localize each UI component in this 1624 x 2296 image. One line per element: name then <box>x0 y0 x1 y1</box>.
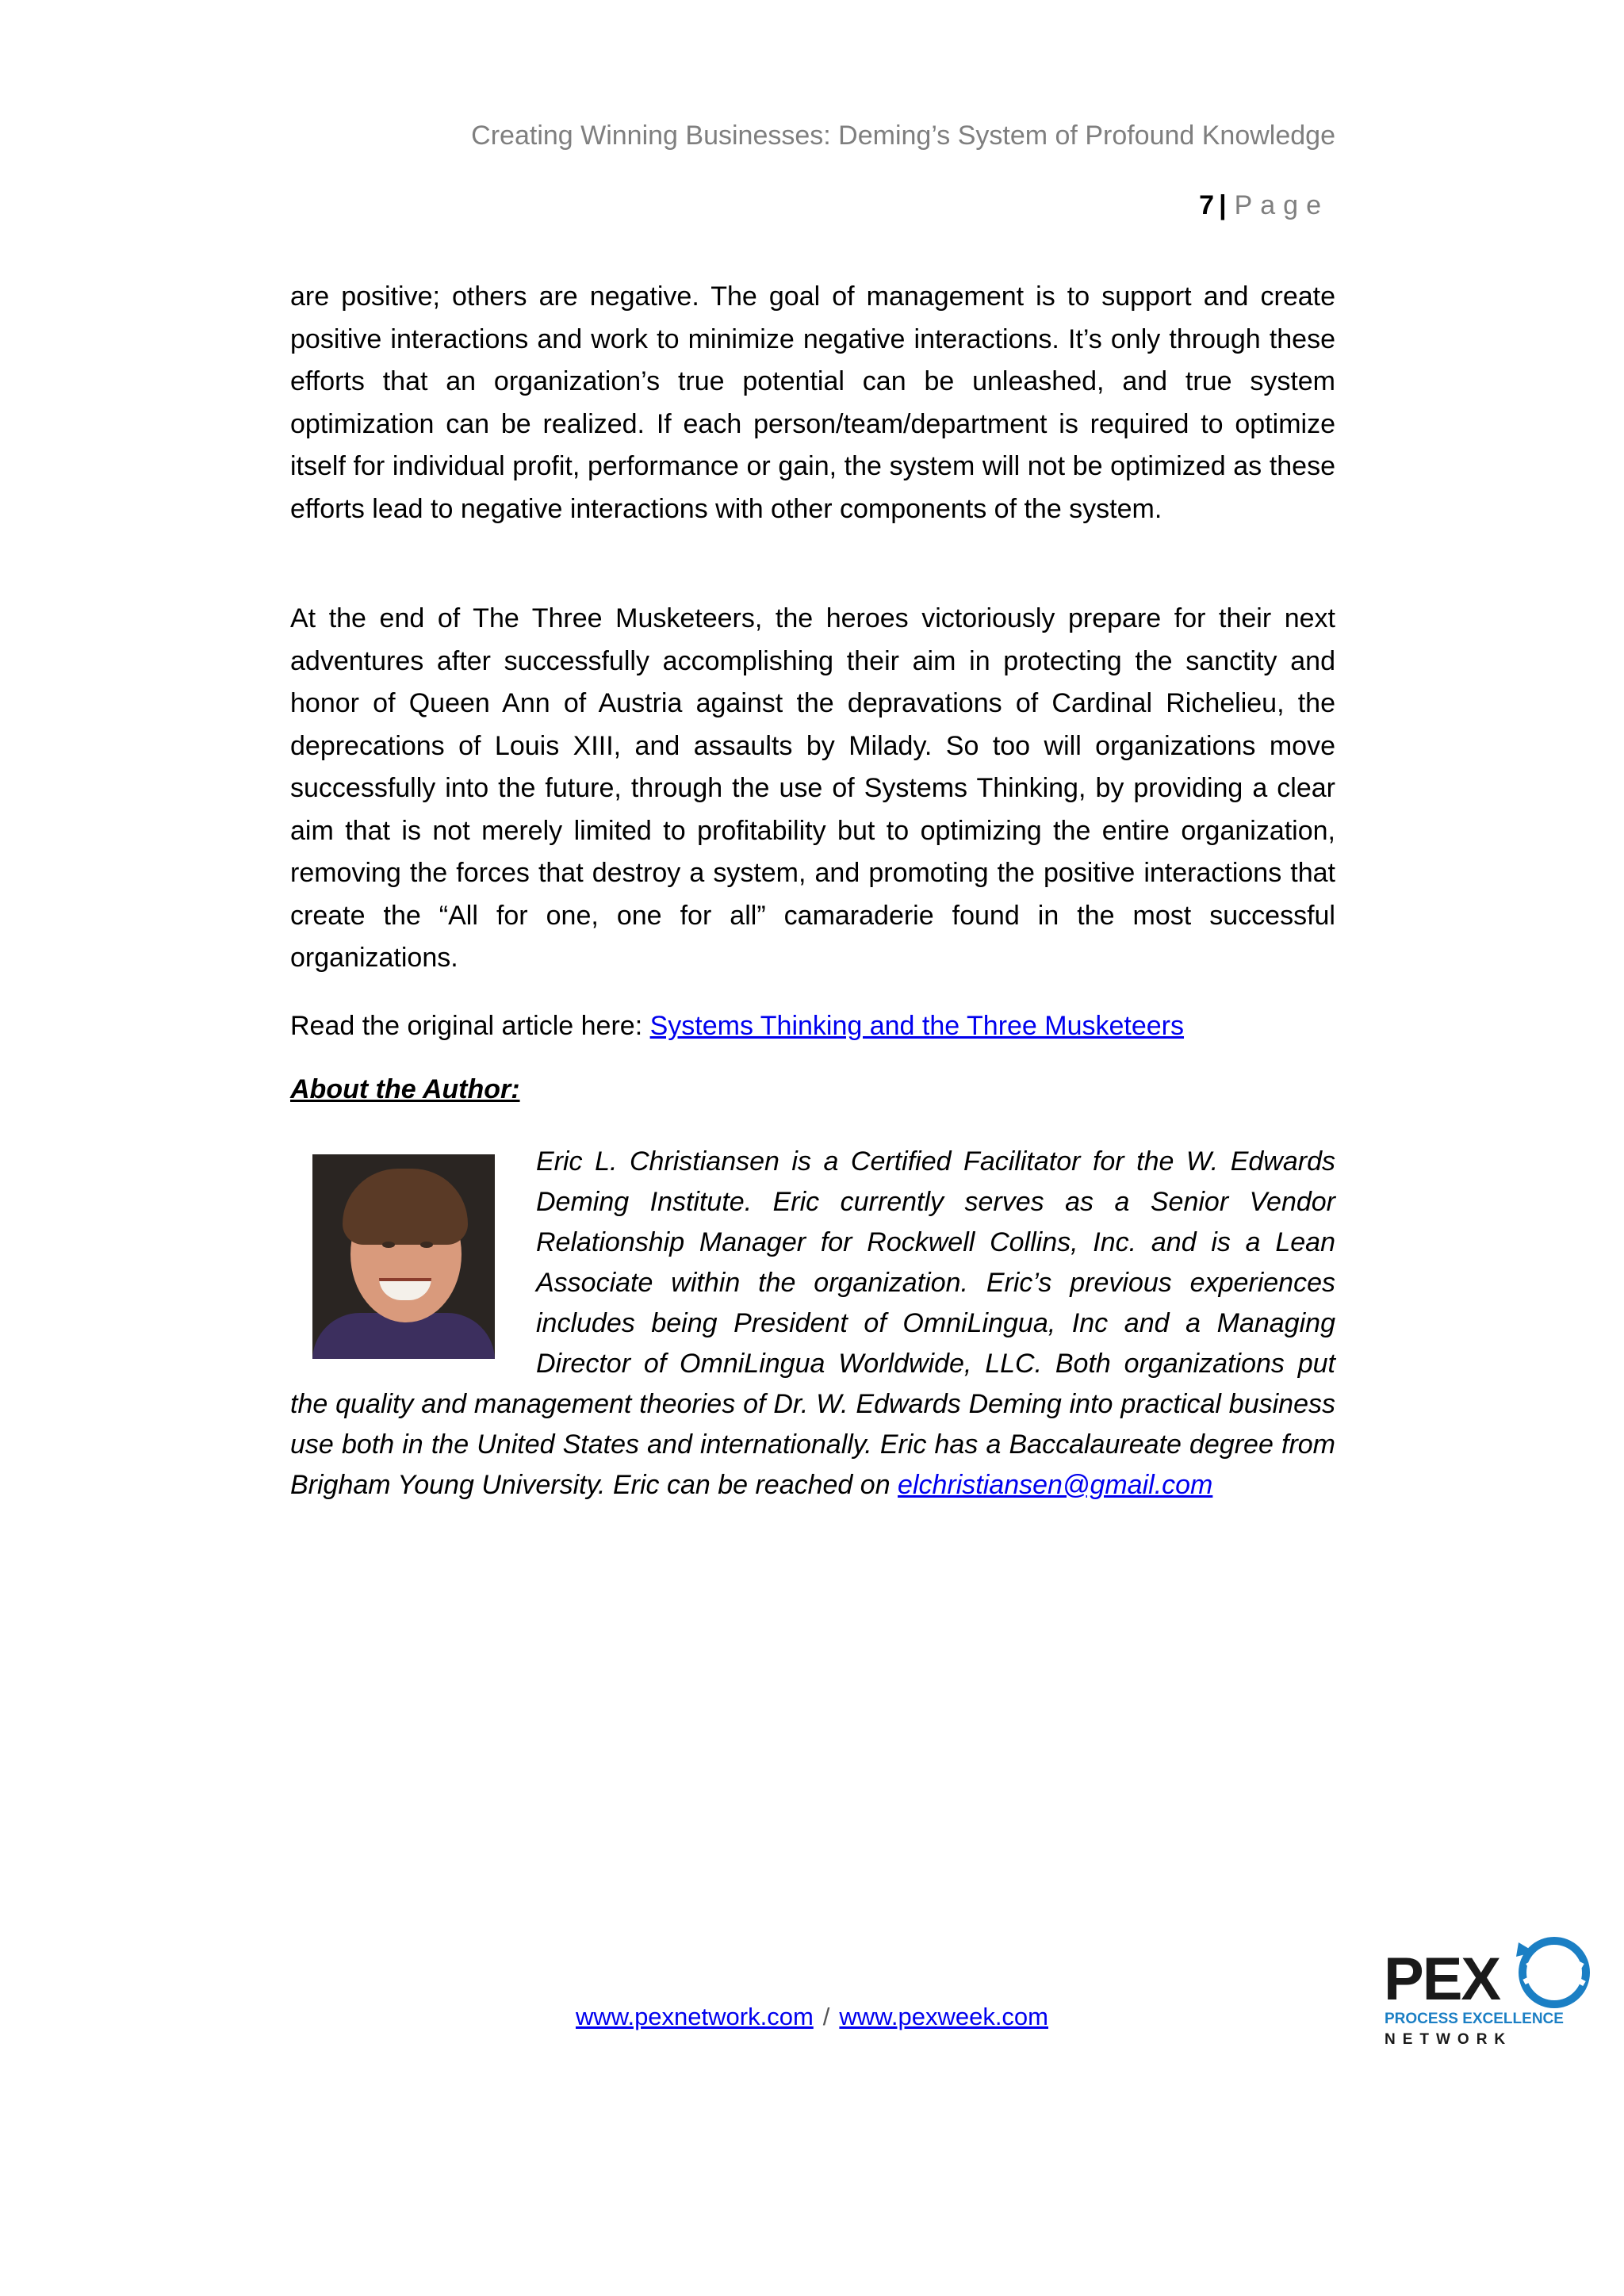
running-header-title: Creating Winning Businesses: Deming’s System of Profound Knowledge <box>471 121 1335 151</box>
original-article-link[interactable]: Systems Thinking and the Three Musketeers <box>649 1011 1185 1041</box>
paragraph-original-article <box>290 1005 1335 1048</box>
author-photo <box>312 1154 495 1359</box>
page-label: Page <box>1234 190 1329 220</box>
author-bio <box>290 1142 1335 1506</box>
footer-link-pexnetwork[interactable]: www.pexnetwork.com <box>576 2003 814 2030</box>
globe-icon <box>1516 1941 1586 2004</box>
logo-network: NETWORK <box>1385 2031 1513 2048</box>
paragraph-system-interactions: are positive; others are negative. The goal of management is to support and create positive interactions and work to minimize negative interactions. It’s only through these efforts that an organization’s true potential can be unleashed, and true system optimization can be realized. If each person/team/department is required to optimize itself for individual profit, performance or gain, the system will not be optimized as these efforts lead to negative interactions with other components of the system. <box>290 281 1335 524</box>
about-author-heading: About the Author: <box>290 1074 520 1104</box>
logo-tagline: PROCESS EXCELLENCE <box>1385 2011 1564 2027</box>
author-bio-text: Eric L. Christiansen is a Certified Facilitator for the W. Edwards Deming Institute. Eric currently serves as a Senior Vendor Relationship Manager for Rockwell Collins, Inc. and is a Lean Associate within the organization. Eric’s previous experiences includes being President of OmniLingua, Inc and a Managing Director of OmniLingua Worldwide, LLC. Both organizations put the quality and management theories of Dr. W. Edwards Deming into practical business use both in the United States and internationally. Eric has a Baccalaureate degree from Brigham Young University. Eric can be reached on <box>290 1146 1335 1500</box>
page-number-value: 7 <box>1199 190 1215 220</box>
logo-wordmark: PEX <box>1384 1946 1500 2013</box>
original-article-prefix: Read the original article here: <box>290 1011 650 1041</box>
page-number <box>1199 190 1329 221</box>
footer-separator: / <box>822 2003 830 2030</box>
paragraph-three-musketeers: At the end of The Three Musketeers, the heroes victoriously prepare for their next adventures after successfully accomplishing their aim in protecting the sanctity and honor of Queen Ann of Austria against the depravations of Cardinal Richelieu, the deprecations of Louis XIII, and assaults by Milady. So too will organizations move successfully into the future, through the use of Systems Thinking, by providing a clear aim that is not merely limited to profitability but to optimizing the entire organization, removing the forces that destroy a system, and promoting the positive interactions that create the “All for one, one for all” camaraderie found in the most successful organizations. <box>290 603 1335 973</box>
page-number-separator: | <box>1219 190 1227 220</box>
pex-network-logo <box>1380 1934 1594 2053</box>
author-email-link[interactable]: elchristiansen@gmail.com <box>898 1470 1213 1500</box>
footer-link-pexweek[interactable]: www.pexweek.com <box>839 2003 1048 2030</box>
